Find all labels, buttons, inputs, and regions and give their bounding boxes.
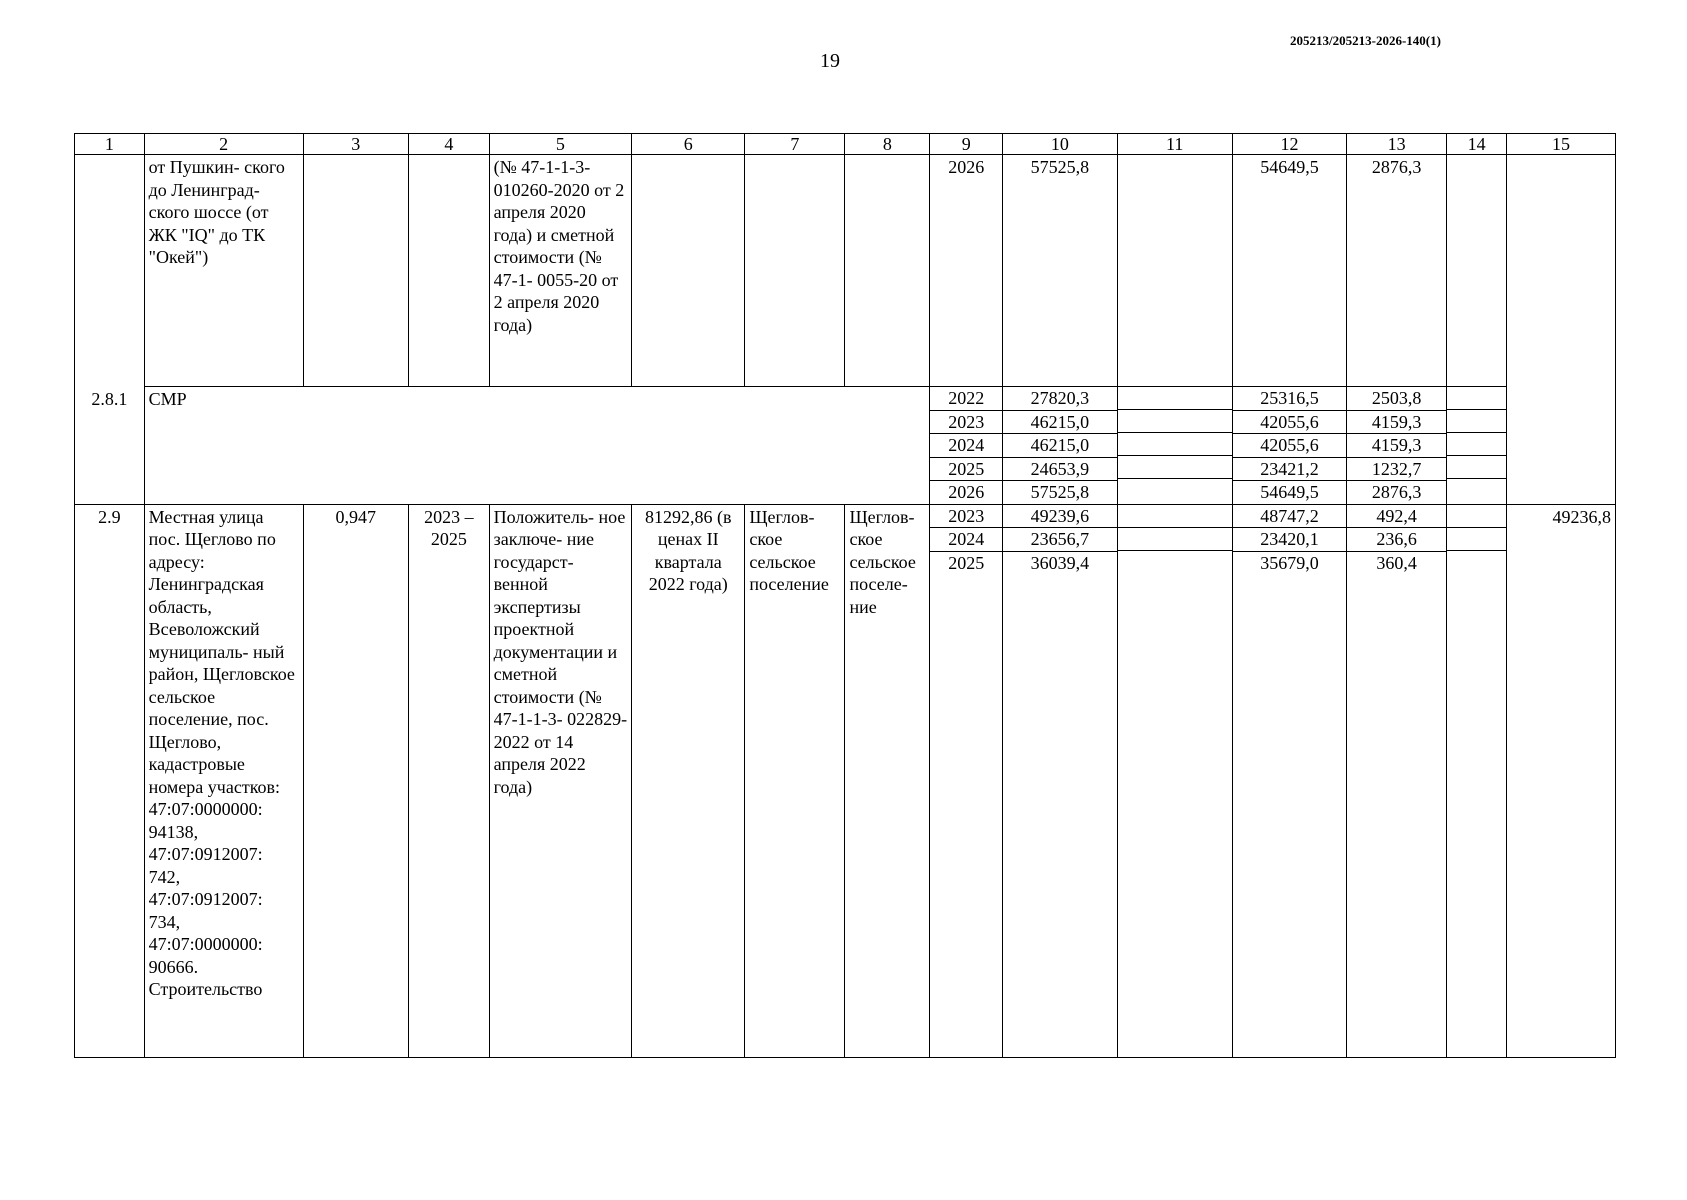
year-cell: 2024: [930, 434, 1002, 458]
local-cell: 492,4: [1347, 505, 1446, 528]
local-cell: 2876,3: [1347, 155, 1447, 387]
years-subcell: [930, 504, 1003, 1057]
regional-cell: 25316,5: [1233, 387, 1346, 410]
regional-cell: 23420,1: [1233, 528, 1346, 552]
cell-empty: [1447, 387, 1506, 410]
object-name-cell: от Пушкин- ского до Ленинград- ского шоссе (от ЖК "IQ" до ТК "Окей"): [144, 155, 303, 387]
col14-subcell: [1447, 504, 1507, 1057]
regional-subcell: [1232, 387, 1346, 505]
cell-empty: [632, 155, 745, 387]
cell-empty: [1447, 456, 1506, 479]
header-cell: 9: [930, 134, 1003, 155]
cell-empty: [1447, 155, 1507, 387]
col15-value-cell: 49236,8: [1507, 504, 1616, 1057]
regional-subcell: [1232, 504, 1346, 1057]
regional-cell: 54649,5: [1260, 482, 1319, 502]
total-cell: 23656,7: [1003, 528, 1116, 552]
cell-empty: [1447, 550, 1506, 573]
cell-empty: [1117, 155, 1232, 387]
header-cell: 4: [409, 134, 490, 155]
cell-empty: [1118, 410, 1232, 433]
federal-subcell: [1117, 504, 1232, 1057]
header-cell: 5: [489, 134, 632, 155]
local-cell: 4159,3: [1347, 434, 1446, 458]
total-cell: 57525,8: [1030, 482, 1090, 502]
year-cell: 2022: [930, 387, 1002, 410]
cell-empty: [745, 155, 845, 387]
budget-table: [74, 133, 1616, 1058]
year-cell: 2025: [948, 552, 985, 573]
cell-empty: [1447, 505, 1506, 528]
header-cell: 14: [1447, 134, 1507, 155]
cell-empty: [1507, 155, 1616, 387]
expertise-cell: Положитель- ное заключе- ние государст- венной экспертизы проектной документации и сметной стоимости (№ 47-1-1-3- 022829-2022 от 14 апреля 2022 года): [489, 504, 632, 1057]
local-cell: 1232,7: [1347, 457, 1446, 481]
local-cell: 2503,8: [1347, 387, 1446, 410]
total-cell: 27820,3: [1003, 387, 1116, 410]
local-cell: 4159,3: [1347, 410, 1446, 434]
regional-cell: 54649,5: [1232, 155, 1346, 387]
header-cell: 12: [1232, 134, 1346, 155]
total-cell: 49239,6: [1003, 505, 1116, 528]
header-cell: 8: [845, 134, 930, 155]
header-cell: 3: [303, 134, 409, 155]
totals-subcell: [1003, 387, 1117, 505]
total-cell: 24653,9: [1003, 457, 1116, 481]
federal-subcell: [1117, 387, 1232, 505]
object-name-cell: Местная улица пос. Щеглово по адресу: Ленинградская область, Всеволожский муниципаль- ный район, Щегловское сельское поселение, пос. Щеглово, кадастровые номера участков: 47:07:0000000: 94138, 47:07:0912007: 742, 47:07:0912007: 734, 47:07:0000000: 90666. Строительство: [144, 504, 303, 1057]
header-cell: 11: [1117, 134, 1232, 155]
year-cell: 2023: [930, 410, 1002, 434]
cell-empty: [1447, 479, 1506, 502]
cell-num: [75, 155, 145, 387]
row-number: 2.8.1: [75, 387, 145, 505]
header-cell: 10: [1003, 134, 1117, 155]
year-cell: 2026: [930, 155, 1003, 387]
cell-empty: [1507, 387, 1616, 505]
local-cell: 236,6: [1347, 528, 1446, 552]
cell-empty: [1118, 527, 1232, 550]
row-number: 2.9: [75, 504, 145, 1057]
header-cell: 6: [632, 134, 745, 155]
regional-cell: 42055,6: [1233, 434, 1346, 458]
capacity-cell: 0,947: [303, 504, 409, 1057]
estimated-cost-cell: 81292,86 (в ценах II квартала 2022 года): [632, 504, 745, 1057]
total-cell: 46215,0: [1003, 410, 1116, 434]
header-cell: 2: [144, 134, 303, 155]
cell-empty: [1447, 433, 1506, 456]
cell-empty: [1118, 505, 1232, 528]
cell-empty: [1447, 527, 1506, 550]
year-cell: 2025: [930, 457, 1002, 481]
page-number: 19: [820, 50, 840, 72]
cell-empty: [1118, 479, 1232, 502]
header-row: [75, 134, 1616, 155]
local-cell: 360,4: [1376, 552, 1417, 573]
total-cell: 36039,4: [1030, 552, 1090, 573]
regional-cell: 48747,2: [1233, 505, 1346, 528]
cell-empty: [303, 155, 409, 387]
total-cell: 57525,8: [1003, 155, 1117, 387]
years-subcell: [930, 387, 1003, 505]
customer-cell: Щеглов- ское сельское поселение: [745, 504, 845, 1057]
year-cell: 2024: [930, 528, 1002, 552]
cell-empty: [1118, 387, 1232, 410]
period-cell: 2023 – 2025: [409, 504, 490, 1057]
local-cell: 2876,3: [1371, 482, 1422, 502]
cell-empty: [1447, 410, 1506, 433]
regional-cell: 42055,6: [1233, 410, 1346, 434]
table-row-2-9: [75, 504, 1616, 1057]
cell-empty: [1118, 456, 1232, 479]
local-subcell: [1347, 387, 1447, 505]
cell-empty: [1118, 433, 1232, 456]
cell-empty: [409, 155, 490, 387]
table-row-2-8-1: [75, 387, 1616, 505]
header-cell: 13: [1347, 134, 1447, 155]
cell-empty: [845, 155, 930, 387]
developer-cell: Щеглов- ское сельское поселе- ние: [845, 504, 930, 1057]
year-cell: 2026: [948, 482, 985, 502]
header-cell: 1: [75, 134, 145, 155]
table-row-2-8-continued: [75, 155, 1616, 387]
header-cell: 7: [745, 134, 845, 155]
regional-cell: 23421,2: [1233, 457, 1346, 481]
year-cell: 2023: [930, 505, 1002, 528]
local-subcell: [1347, 504, 1447, 1057]
expertise-cell: (№ 47-1-1-3- 010260-2020 от 2 апреля 2020 года) и сметной стоимости (№ 47-1- 0055-20 от 2 апреля 2020 года): [489, 155, 632, 387]
header-cell: 15: [1507, 134, 1616, 155]
total-cell: 46215,0: [1003, 434, 1116, 458]
totals-subcell: [1003, 504, 1117, 1057]
regional-cell: 35679,0: [1260, 552, 1319, 573]
document-id: 205213/205213-2026-140(1): [1290, 33, 1441, 48]
col14-subcell: [1447, 387, 1507, 505]
cell-empty: [1118, 550, 1232, 573]
row-label: СМР: [144, 387, 930, 505]
